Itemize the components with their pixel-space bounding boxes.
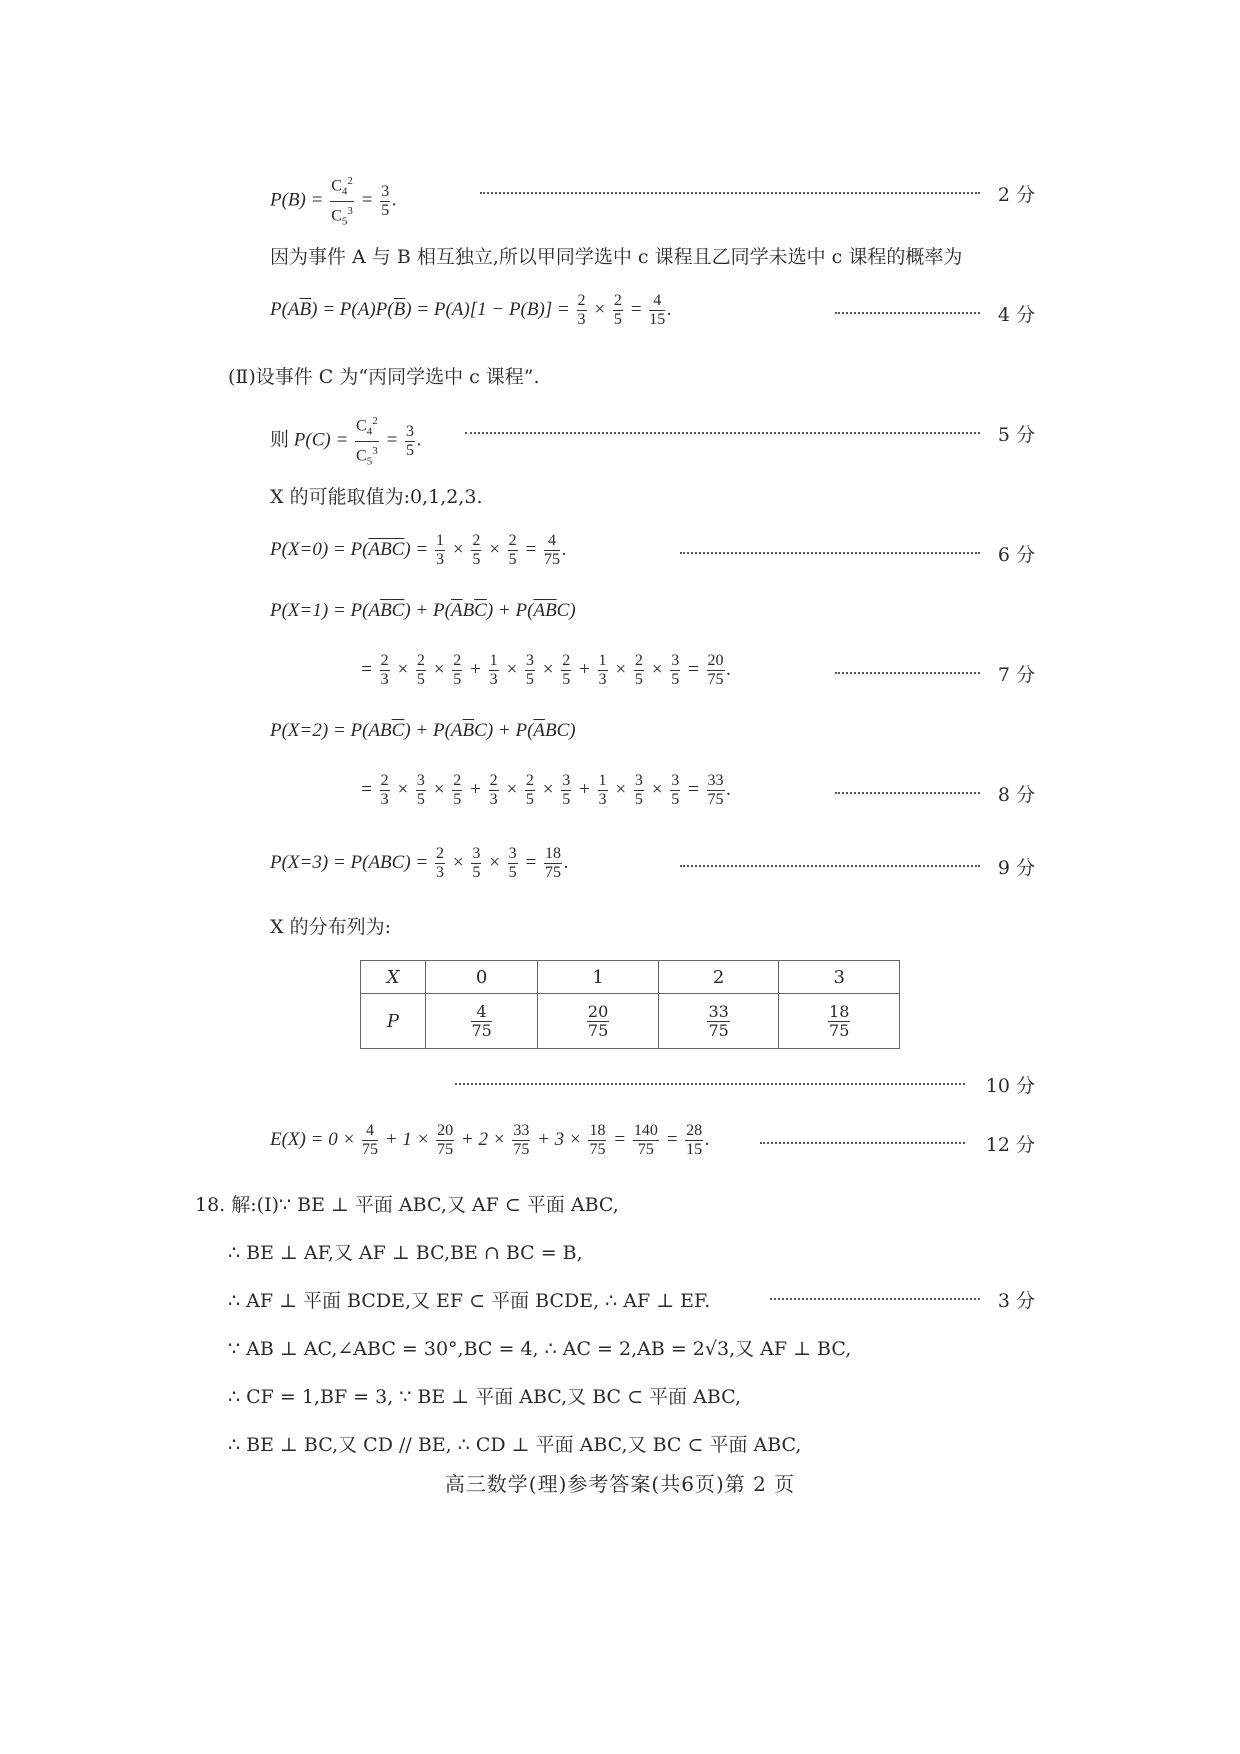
q18-step-2: ∴ AF ⊥ 平面 BCDE,又 EF ⊂ 平面 BCDE, ∴ AF ⊥ EF. [228,1290,711,1312]
q18-step-4: ∴ CF = 1,BF = 3, ∵ BE ⊥ 平面 ABC,又 BC ⊂ 平面 ABC, [228,1386,742,1408]
dot-leader [835,792,980,797]
prob-b-line: P(B) = $\frac{C_4^2}{C_5^3}$ = $\frac{3}{5}$ . [270,172,397,230]
dot-leader [770,1298,980,1303]
prob-c-line: 则 P(C) = $\frac{C_4^2}{C_5^3}$ = $\frac{3}{5}$ . [270,412,422,470]
prob-a-not-b-line: $P(A\overline{B}) = P(A)P(\overline{B}) = P(A)[1 - P(B)]$ = $\frac{2}{3}$ × $\frac{2}{5}$ = $\frac{4}{15}$ . [270,292,672,328]
independence-text: 因为事件 A 与 B 相互独立,所以甲同学选中 c 课程且乙同学未选中 c 课程的概率为 [270,246,963,268]
px2-line-a: $P(X=2) = P(AB\overline{C}) + P(A\overline{B}C) + P(\overline{A}BC)$ [270,720,576,741]
table-header-cell: X [361,961,426,994]
score-5: 5 分 [997,424,1035,446]
score-3: 3 分 [997,1290,1035,1312]
dot-leader [480,192,980,197]
q18-step-5: ∴ BE ⊥ BC,又 CD // BE, ∴ CD ⊥ 平面 ABC,又 BC ⊂ 平面 ABC, [228,1434,802,1456]
px2-line-b: = $\frac{2}{3}$ × $\frac{3}{5}$ × $\frac{2}{5}$ + $\frac{2}{3}$ × $\frac{2}{5}$ × $\frac{3}{5}$ + $\frac{1}{3}$ × $\frac{3}{5}$ × $\frac{3}{5}$ = $\frac{33}{75}$ . [360,772,732,808]
dot-leader [465,432,980,437]
dot-leader [680,865,980,870]
q18-step-3: ∵ AB ⊥ AC,∠ABC = 30°,BC = 4, ∴ AC = 2,AB = 2√3,又 AF ⊥ BC, [228,1338,852,1360]
q18-step-1: ∴ BE ⊥ AF,又 AF ⊥ BC,BE ∩ BC = B, [228,1242,583,1264]
dot-leader [760,1142,965,1147]
dot-leader [835,312,980,317]
px1-line-b: = $\frac{2}{3}$ × $\frac{2}{5}$ × $\frac{2}{5}$ + $\frac{1}{3}$ × $\frac{3}{5}$ × $\frac{2}{5}$ + $\frac{1}{3}$ × $\frac{2}{5}$ × $\frac{3}{5}$ = $\frac{20}{75}$ . [360,652,732,688]
x-values-text: X 的可能取值为:0,1,2,3. [270,486,483,508]
dot-leader [835,672,980,677]
score-4: 4 分 [997,304,1035,326]
table-header-cell: 1 [538,961,659,994]
dot-leader [680,552,980,557]
table-row [361,961,900,994]
score-8: 8 分 [997,784,1035,806]
score-6: 6 分 [997,544,1035,566]
px3-line: P(X=3) = P(ABC) = $\frac{2}{3}$ × $\frac{3}{5}$ × $\frac{3}{5}$ = $\frac{18}{75}$ . [270,845,569,881]
distribution-label: X 的分布列为: [270,916,391,938]
score-2: 2 分 [997,184,1035,206]
score-7: 7 分 [997,664,1035,686]
table-header-cell: 3 [779,961,900,994]
dot-leader [455,1083,965,1088]
expectation-line: E(X) = 0 × $\frac{4}{75}$ + 1 × $\frac{20}{75}$ + 2 × $\frac{33}{75}$ + 3 × $\frac{18}{75}$ = $\frac{140}{75}$ = $\frac{28}{15}$ . [270,1122,710,1158]
table-cell: $\frac{4}{75}$ [425,994,537,1049]
px1-line-a: $P(X=1) = P(A\overline{B}\overline{C}) + P(\overline{A}B\overline{C}) + P(\overline{A}\overline{B}C)$ [270,600,576,621]
table-cell: $\frac{18}{75}$ [779,994,900,1049]
part-ii-text: (Ⅱ)设事件 C 为“丙同学选中 c 课程”. [228,366,540,388]
distribution-table [360,960,900,1049]
px0-line: $P(X=0) = P(\overline{A}\overline{B}\overline{C})$ = $\frac{1}{3}$ × $\frac{2}{5}$ × $\frac{2}{5}$ = $\frac{4}{75}$ . [270,532,567,568]
table-header-cell: 0 [425,961,537,994]
table-cell: $\frac{20}{75}$ [538,994,659,1049]
table-cell: $\frac{33}{75}$ [658,994,779,1049]
page-footer: 高三数学(理)参考答案(共6页)第 2 页 [444,1472,796,1496]
table-row [361,994,900,1049]
q18-line: 18. 解:(Ⅰ)∵ BE ⊥ 平面 ABC,又 AF ⊂ 平面 ABC, [195,1194,619,1216]
table-row-label: P [361,994,426,1049]
score-10: 10 分 [985,1075,1035,1097]
table-header-cell: 2 [658,961,779,994]
score-12: 12 分 [985,1134,1035,1156]
score-9: 9 分 [997,857,1035,879]
